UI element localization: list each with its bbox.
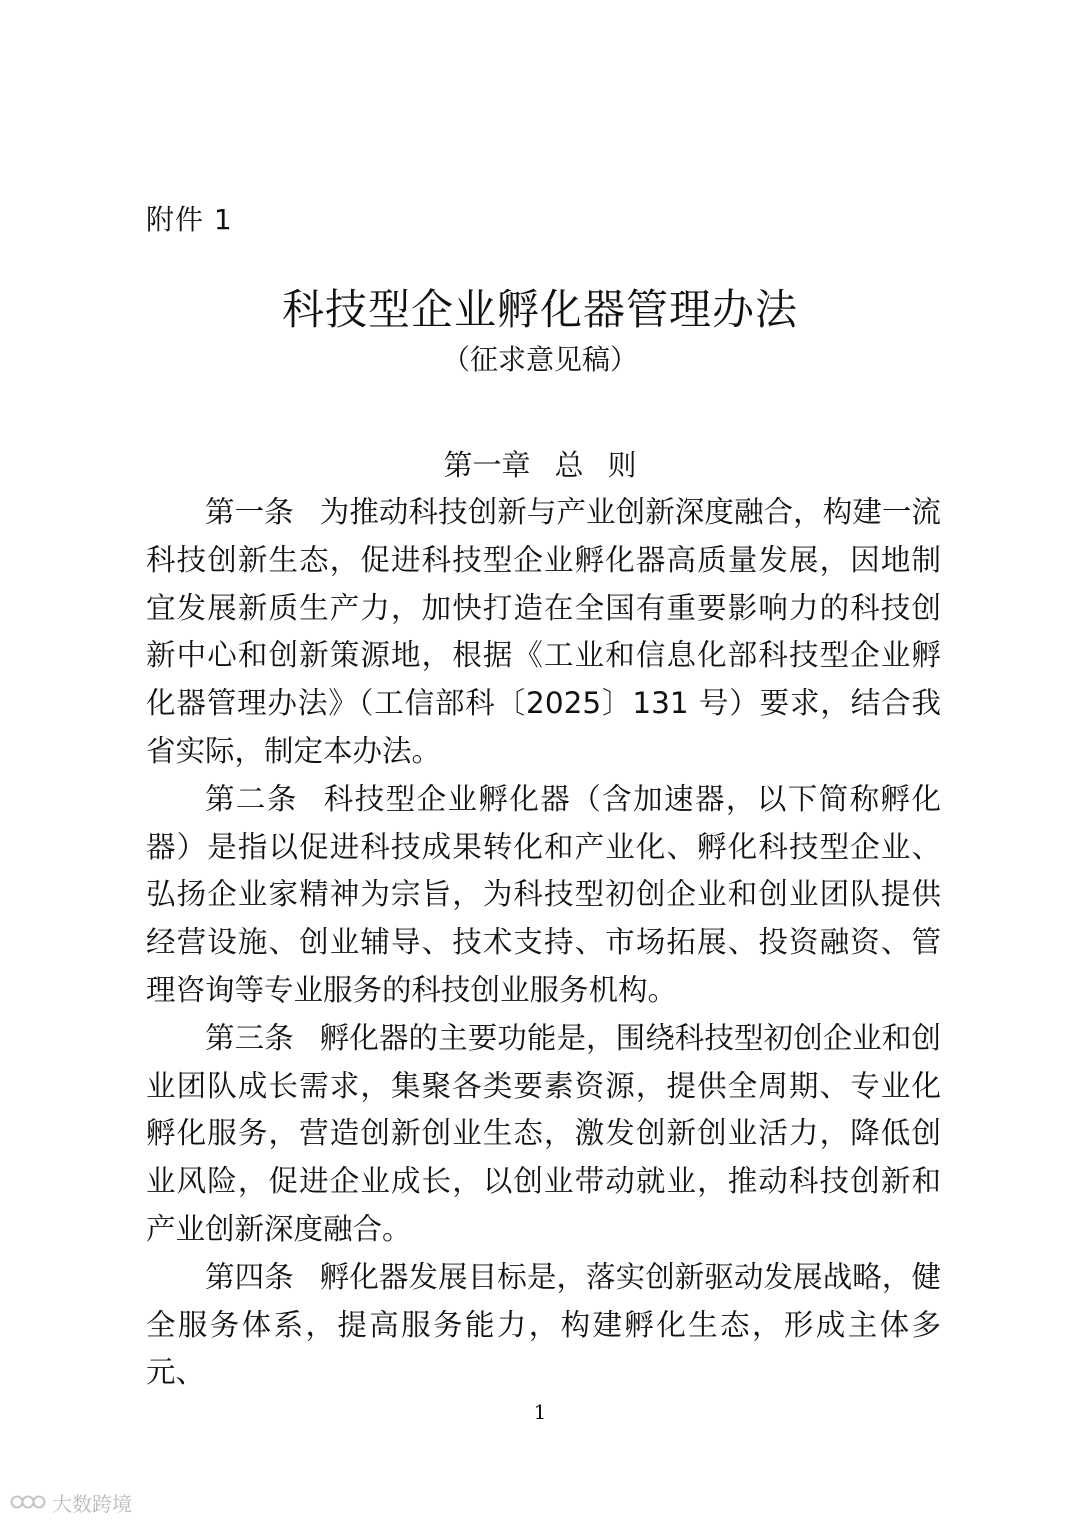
document-title: 科技型企业孵化器管理办法	[281, 285, 798, 334]
article-2	[146, 776, 941, 1015]
article-1	[146, 489, 941, 776]
watermark-logo-icon	[10, 1490, 46, 1514]
article-text: 孵化器发展目标是，落实创新驱动发展战略，健全服务体系，提高服务能力，构建孵化生态，形成主体多元、	[146, 1259, 941, 1390]
article-4	[146, 1254, 941, 1397]
chapter-name-part1: 总	[554, 448, 584, 482]
document-body	[146, 489, 941, 1397]
article-label: 第一条	[205, 495, 294, 529]
watermark-text: 大数跨境	[52, 1491, 132, 1516]
watermark	[10, 1488, 132, 1516]
article-3	[146, 1015, 941, 1254]
article-text: 为推动科技创新与产业创新深度融合，构建一流科技创新生态，促进科技型企业孵化器高质量发展，因地制宜发展新质生产力，加快打造在全国有重要影响力的科技创新中心和创新策源地，根据《工业和信息化部科技型企业孵化器管理办法》（工信部科〔2025〕131 号）要求，结合我省实际，制定本办法。	[146, 495, 941, 768]
article-label: 第三条	[205, 1020, 294, 1055]
article-label: 第四条	[205, 1259, 294, 1294]
chapter-heading	[0, 444, 1080, 486]
document-subtitle: （征求意见稿）	[441, 343, 638, 376]
chapter-number: 第一章	[443, 448, 531, 482]
page-number: 1	[533, 1400, 547, 1424]
attachment-label: 附件 1	[146, 203, 233, 236]
chapter-name-part2: 则	[607, 448, 637, 482]
article-text: 孵化器的主要功能是，围绕科技型初创企业和创业团队成长需求，集聚各类要素资源，提供全周期、专业化孵化服务，营造创新创业生态，激发创新创业活力，降低创业风险，促进企业成长，以创业带动就业，推动科技创新和产业创新深度融合。	[146, 1020, 941, 1246]
article-label: 第二条	[205, 781, 298, 816]
article-text: 科技型企业孵化器（含加速器，以下简称孵化器）是指以促进科技成果转化和产业化、孵化科技型企业、弘扬企业家精神为宗旨，为科技型初创企业和创业团队提供经营设施、创业辅导、技术支持、市场拓展、投资融资、管理咨询等专业服务的科技创业服务机构。	[146, 781, 941, 1007]
